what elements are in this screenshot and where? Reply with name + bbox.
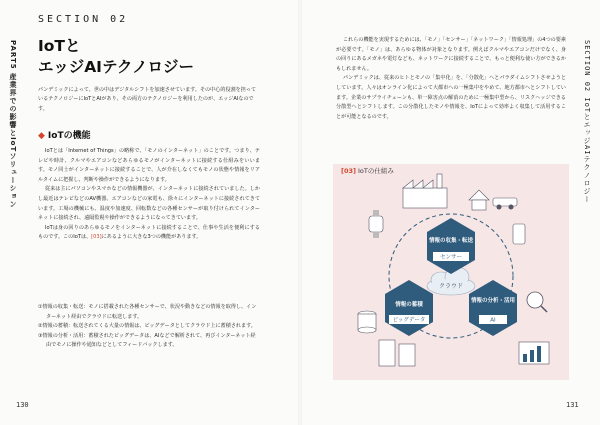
database-icon <box>358 311 376 333</box>
title-line-1: IoTと <box>38 37 81 55</box>
figure-number: [03] <box>341 167 356 175</box>
iot-diagram-svg <box>333 164 569 380</box>
list-item: ①情報の収集・転送：モノに搭載された各種センサーで、状況や動きなどの情報を取得し、インターネット経由でクラウドに転送します。 <box>38 304 257 320</box>
magnifier-icon <box>527 292 547 312</box>
list-item: ②情報の蓄積：転送されてくる大量の情報は、ビッグデータとしてクラウド上に蓄積されます。 <box>38 323 256 330</box>
hex-title: 情報の蓄積 <box>395 302 423 308</box>
body-text <box>38 147 260 243</box>
hex-tag: ビッグデータ <box>392 317 426 324</box>
paragraph: IoTは身の回りのあらゆるモノをインターネットに接続することで、仕事や生活を便利にするものです。このIoTは、[03]にあるように大きな3つの機能があります。 <box>38 224 260 241</box>
page-number: 130 <box>16 401 29 409</box>
hex-tag: センサー <box>439 254 463 261</box>
hex-tag: AI <box>490 317 496 324</box>
figure-title: IoTの仕組み <box>358 167 394 175</box>
page-number: 131 <box>566 401 579 409</box>
list-item: ③情報の分析・活用：蓄積されたビッグデータは、AIなどで解析されて、再びインターネット経由でモノに操作や通知などとしてフィードバックします。 <box>38 332 256 349</box>
diamond-icon: ◆ <box>38 131 45 141</box>
chart-icon <box>519 342 549 364</box>
paragraph: 従来は主にパソコンやスマホなどの情報機器が、インターネットに接続されていました。しかし最近はテレビなどのAV機器、エアコンなどの家電も、徐々にインターネットに接続されてきています。工場の機械にも、温度や加速度、回転数などの各種センサーが取り付けられてインターネットに接続され、遠隔監視や操作ができるようになってきています。 <box>38 186 260 222</box>
paragraph: IoTとは「Internet of Things」の略称で、「モノのインターネット」のことです。つまり、テレビや時計、クルマやエアコンなどあらゆるモノがインターネットに接続する仕組みをいいます。モノ同士がインターネットに接続することで、人が介在しなくてもモノの状態や情報をリアルタイムに把握し、判断や操作ができるようになります。 <box>38 148 260 183</box>
watch-icon <box>369 210 383 238</box>
section-vertical-label: SECTION 02 IoTとエッジAIテクノロジー <box>583 40 591 204</box>
function-list <box>38 303 260 351</box>
title-line-2: エッジAIテクノロジー <box>38 58 195 76</box>
paragraph: これらの機能を実現するためには、「モノ」「センサー」「ネットワーク」「情報処理」の4つの要素が必要です。「モノ」は、あらゆる物体が対象となります。例えばクルマやエアコンだけでなく、身の回りにあるメガネや電灯なども、ネットワークに接続することで、もっと便利な使い方ができるかもしれません。 <box>336 37 566 72</box>
cloud-label: クラウド <box>438 283 464 290</box>
figure-caption <box>341 166 394 175</box>
server-icon <box>379 340 415 366</box>
hex-title: 情報の収集・転送 <box>428 238 474 244</box>
factory-icon <box>403 174 447 208</box>
phone-icon <box>513 224 525 244</box>
subheading-text: IoTの機能 <box>47 131 91 141</box>
figure-iot-diagram <box>333 164 569 380</box>
page-title <box>38 36 194 78</box>
section-header: SECTION 02 <box>38 14 129 25</box>
part-label: PART5 産業界での影響とIoTソリューション <box>9 40 17 209</box>
subheading <box>38 128 91 141</box>
figure-ref: [03] <box>91 234 102 241</box>
car-icon <box>493 198 517 210</box>
hexagon-collect <box>427 218 475 274</box>
house-icon <box>469 190 489 210</box>
hex-title: 情報の分析・活用 <box>470 298 516 304</box>
hexagon-store <box>385 280 433 336</box>
hexagon-analyze <box>469 280 517 336</box>
paragraph: パンデミックは、従来のヒトとモノの「集中化」を、「分散化」へとパラダイムシフトさせようとしています。人々はオンライン化によって大都市への一極集中をやめて、地方都市へとシフトしています。企業のサプライチェーンも、単一障害点の解消のために一極集中型から、リスクヘッジできる分散型へとシフトします。この分散化したモノや情報を、IoTによって効率よく収集して活用することが可能となるのです。 <box>336 75 566 120</box>
lead-paragraph: パンデミックによって、世の中はデジタルシフトを加速させています。その中心的役割を担っているテクノロジーにIoTとAIがあり、その両方のテクノロジーを利用したのが、エッジAIなのです。 <box>38 87 256 112</box>
body-text-right <box>336 36 566 122</box>
